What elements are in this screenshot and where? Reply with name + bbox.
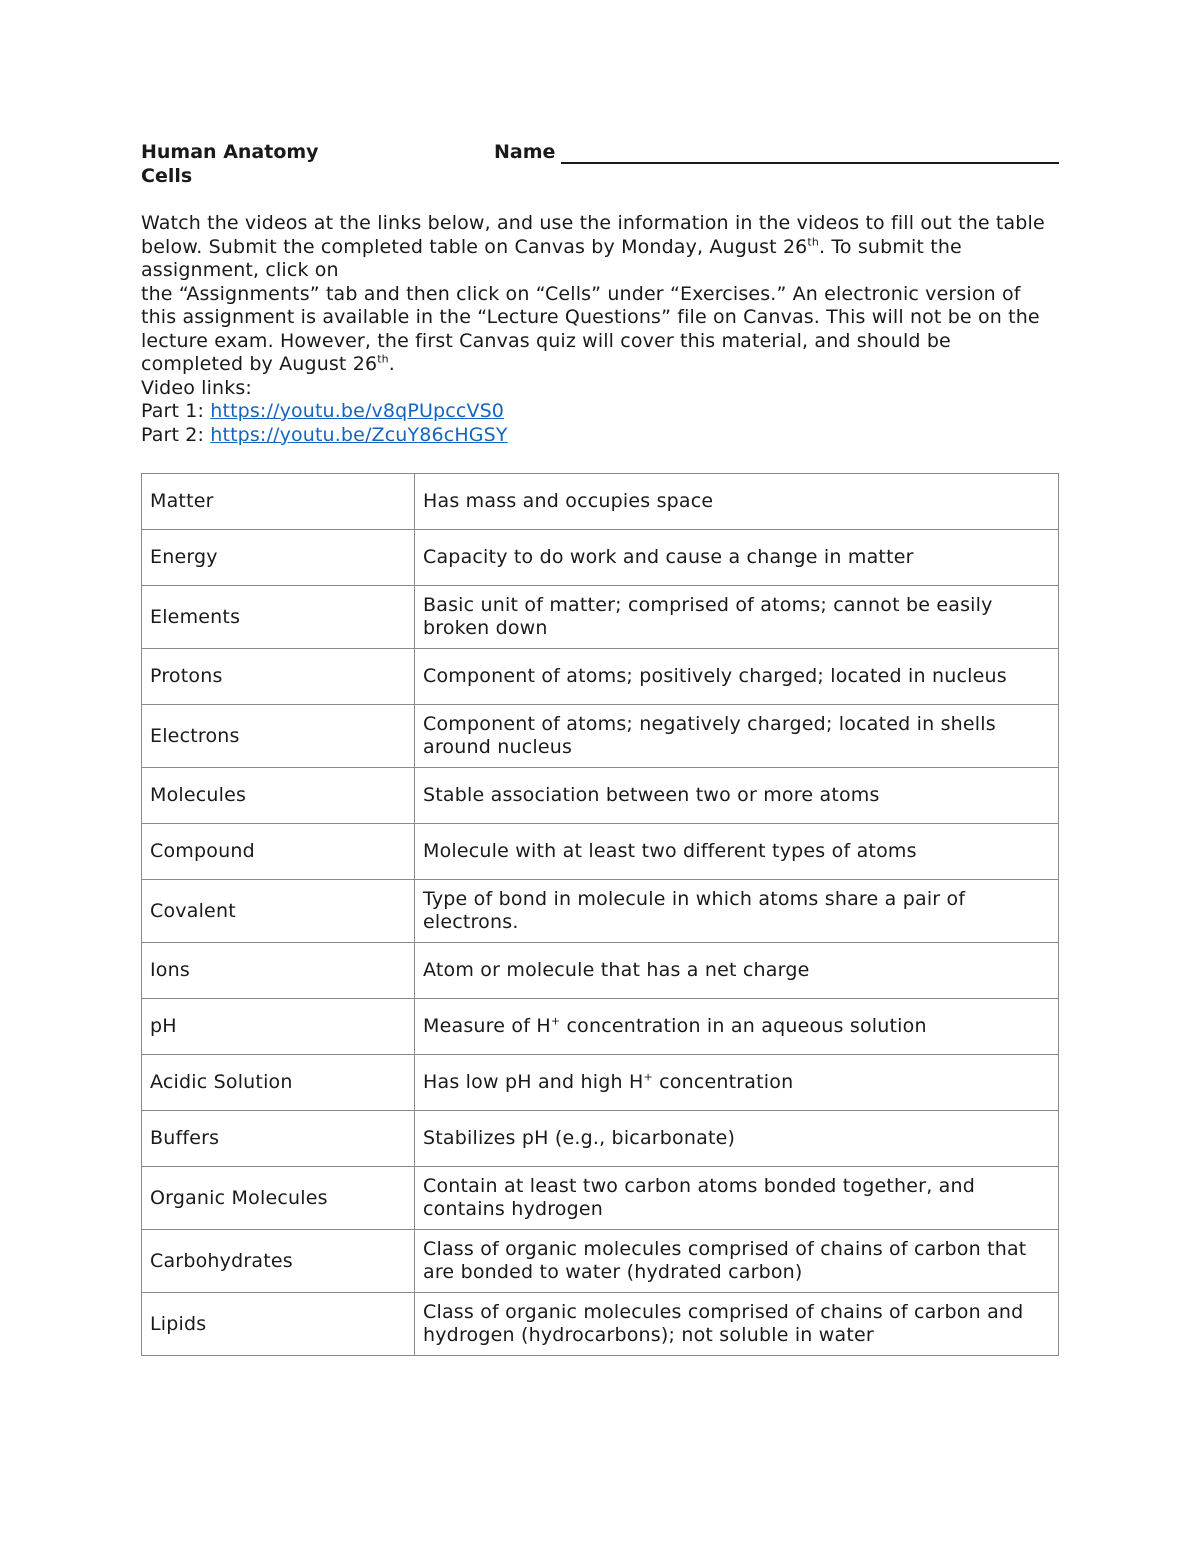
definition-cell: Component of atoms; positively charged; located in nucleus (415, 649, 1059, 705)
video-link-1[interactable]: https://youtu.be/v8qPUpccVS0 (210, 400, 505, 422)
table-row (142, 1111, 1059, 1167)
table-row (142, 943, 1059, 999)
definition-cell: Class of organic molecules comprised of chains of carbon and hydrogen (hydrocarbons); not soluble in water (415, 1293, 1059, 1356)
table-row (142, 1230, 1059, 1293)
term-cell: Protons (142, 649, 415, 705)
worksheet-header (141, 140, 1059, 190)
instruction-line: Watch the videos at the links below, and use the information in the videos to fill out the table (141, 212, 1045, 234)
instruction-line: assignment, click on (141, 259, 339, 281)
term-cell: Compound (142, 824, 415, 880)
table-row (142, 530, 1059, 586)
term-cell: pH (142, 999, 415, 1055)
video-link-part-1: Part 1: https://youtu.be/v8qPUpccVS0 (141, 400, 505, 422)
table-row (142, 586, 1059, 649)
video-link-part-2: Part 2: https://youtu.be/ZcuY86cHGSY (141, 423, 508, 446)
term-cell: Carbohydrates (142, 1230, 415, 1293)
definition-cell: Capacity to do work and cause a change in matter (415, 530, 1059, 586)
definition-cell: Basic unit of matter; comprised of atoms; cannot be easily broken down (415, 586, 1059, 649)
name-field[interactable] (494, 140, 1059, 164)
definition-cell: Measure of H+ concentration in an aqueous solution (415, 999, 1059, 1055)
instruction-line: the “Assignments” tab and then click on “Cells” under “Exercises.” An electronic version of (141, 282, 1021, 305)
term-cell: Acidic Solution (142, 1055, 415, 1111)
term-cell: Lipids (142, 1293, 415, 1356)
table-row (142, 649, 1059, 705)
table-row (142, 1167, 1059, 1230)
table-row (142, 1055, 1059, 1111)
term-cell: Organic Molecules (142, 1167, 415, 1230)
table-row (142, 768, 1059, 824)
instruction-line: this assignment is available in the “Lecture Questions” file on Canvas. This will not be on the (141, 306, 1040, 328)
table-row (142, 999, 1059, 1055)
table-row (142, 824, 1059, 880)
terms-table (141, 473, 1059, 1356)
name-blank-line[interactable] (561, 142, 1059, 164)
definition-cell: Component of atoms; negatively charged; located in shells around nucleus (415, 705, 1059, 768)
term-cell: Ions (142, 943, 415, 999)
instruction-line: completed by August 26th. (141, 352, 395, 375)
term-cell: Covalent (142, 880, 415, 943)
instruction-line: lecture exam. However, the first Canvas quiz will cover this material, and should be (141, 329, 951, 352)
instruction-line: below. Submit the completed table on Canvas by Monday, August 26th. To submit the (141, 235, 962, 258)
term-cell: Electrons (142, 705, 415, 768)
definition-cell: Class of organic molecules comprised of chains of carbon that are bonded to water (hydrated carbon) (415, 1230, 1059, 1293)
definition-cell: Has low pH and high H+ concentration (415, 1055, 1059, 1111)
term-cell: Elements (142, 586, 415, 649)
table-row (142, 1293, 1059, 1356)
table-row (142, 880, 1059, 943)
definition-cell: Has mass and occupies space (415, 474, 1059, 530)
definition-cell: Molecule with at least two different types of atoms (415, 824, 1059, 880)
topic-title: Cells (141, 165, 193, 187)
video-link-2[interactable]: https://youtu.be/ZcuY86cHGSY (210, 423, 508, 446)
term-cell: Buffers (142, 1111, 415, 1167)
definition-cell: Atom or molecule that has a net charge (415, 943, 1059, 999)
table-row (142, 474, 1059, 530)
table-row (142, 705, 1059, 768)
definition-cell: Contain at least two carbon atoms bonded together, and contains hydrogen (415, 1167, 1059, 1230)
video-links-label: Video links: (141, 376, 252, 399)
term-cell: Matter (142, 474, 415, 530)
definition-cell: Type of bond in molecule in which atoms share a pair of electrons. (415, 880, 1059, 943)
course-title: Human Anatomy (141, 141, 319, 163)
worksheet-page (141, 140, 1059, 447)
term-cell: Energy (142, 530, 415, 586)
term-cell: Molecules (142, 768, 415, 824)
definition-cell: Stable association between two or more atoms (415, 768, 1059, 824)
definition-cell: Stabilizes pH (e.g., bicarbonate) (415, 1111, 1059, 1167)
instructions (141, 212, 1059, 447)
name-label: Name (494, 141, 556, 163)
